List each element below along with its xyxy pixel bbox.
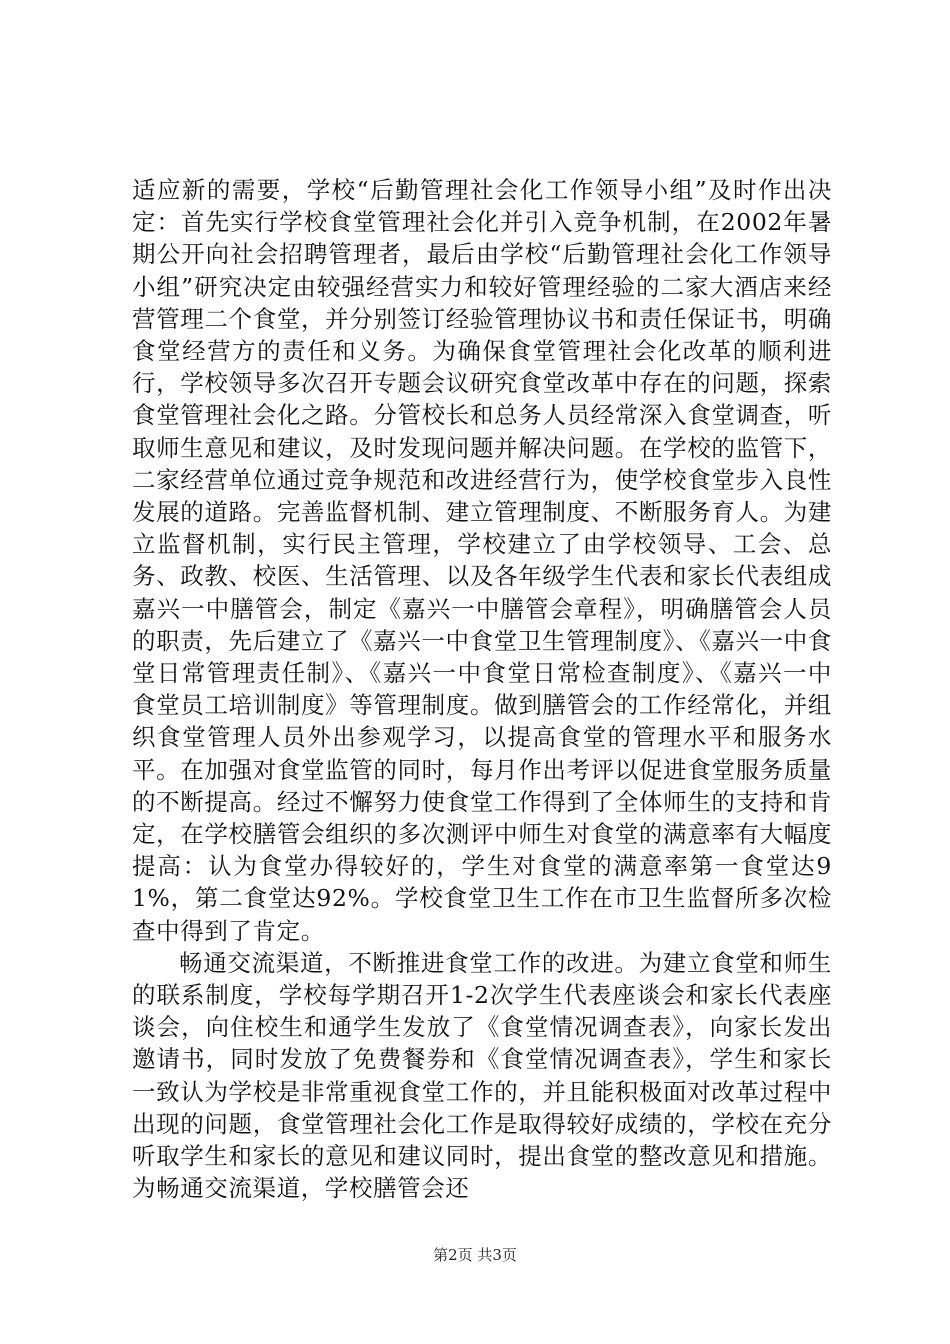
paragraph-1: 适应新的需要，学校“后勤管理社会化工作领导小组”及时作出决定：首先实行学校食堂管理社会化并引入竞争机制，在2002年暑期公开向社会招聘管理者，最后由学校“后勤管理社会化工作领导小组”研究决定由较强经营实力和较好管理经验的二家大酒店来经营管理二个食堂，并分别签订经验管理协议书和责任保证书，明确食堂经营方的责任和义务。为确保食堂管理社会化改革的顺利进行，学校领导多次召开专题会议研究食堂改革中存在的问题，探索食堂管理社会化之路。分管校长和总务人员经常深入食堂调查，听取师生意见和建议，及时发现问题并解决问题。在学校的监管下，二家经营单位通过竞争规范和改进经营行为，使学校食堂步入良性发展的道路。完善监督机制、建立管理制度、不断服务育人。为建立监督机制，实行民主管理，学校建立了由学校领导、工会、总务、政教、校医、生活管理、以及各年级学生代表和家长代表组成嘉兴一中膳管会，制定《嘉兴一中膳管会章程》，明确膳管会人员的职责，先后建立了《嘉兴一中食堂卫生管理制度》、《嘉兴一中食堂日常管理责任制》、《嘉兴一中食堂日常检查制度》、《嘉兴一中食堂员工培训制度》等管理制度。做到膳管会的工作经常化，并组织食堂管理人员外出参观学习，以提高食堂的管理水平和服务水平。在加强对食堂监管的同时，每月作出考评以促进食堂服务质量的不断提高。经过不懈努力使食堂工作得到了全体师生的支持和肯定，在学校膳管会组织的多次测评中师生对食堂的满意率有大幅度提高：认为食堂办得较好的，学生对食堂的满意率第一食堂达91%，第二食堂达92%。学校食堂卫生工作在市卫生监督所多次检查中得到了肯定。 bbox=[132, 176, 832, 945]
page-footer: 第2页 共3页 bbox=[433, 1246, 517, 1264]
document-body bbox=[132, 174, 832, 1205]
paragraph-2: 畅通交流渠道，不断推进食堂工作的改进。为建立食堂和师生的联系制度，学校每学期召开1-2次学生代表座谈会和家长代表座谈会，向住校生和通学生发放了《食堂情况调查表》，向家长发出邀请书，同时发放了免费餐券和《食堂情况调查表》，学生和家长一致认为学校是非常重视食堂工作的，并且能积极面对改革过程中出现的问题，食堂管理社会化工作是取得较好成绩的，学校在充分听取学生和家长的意见和建议同时，提出食堂的整改意见和措施。为畅通交流渠道，学校膳管会还 bbox=[132, 948, 832, 1203]
